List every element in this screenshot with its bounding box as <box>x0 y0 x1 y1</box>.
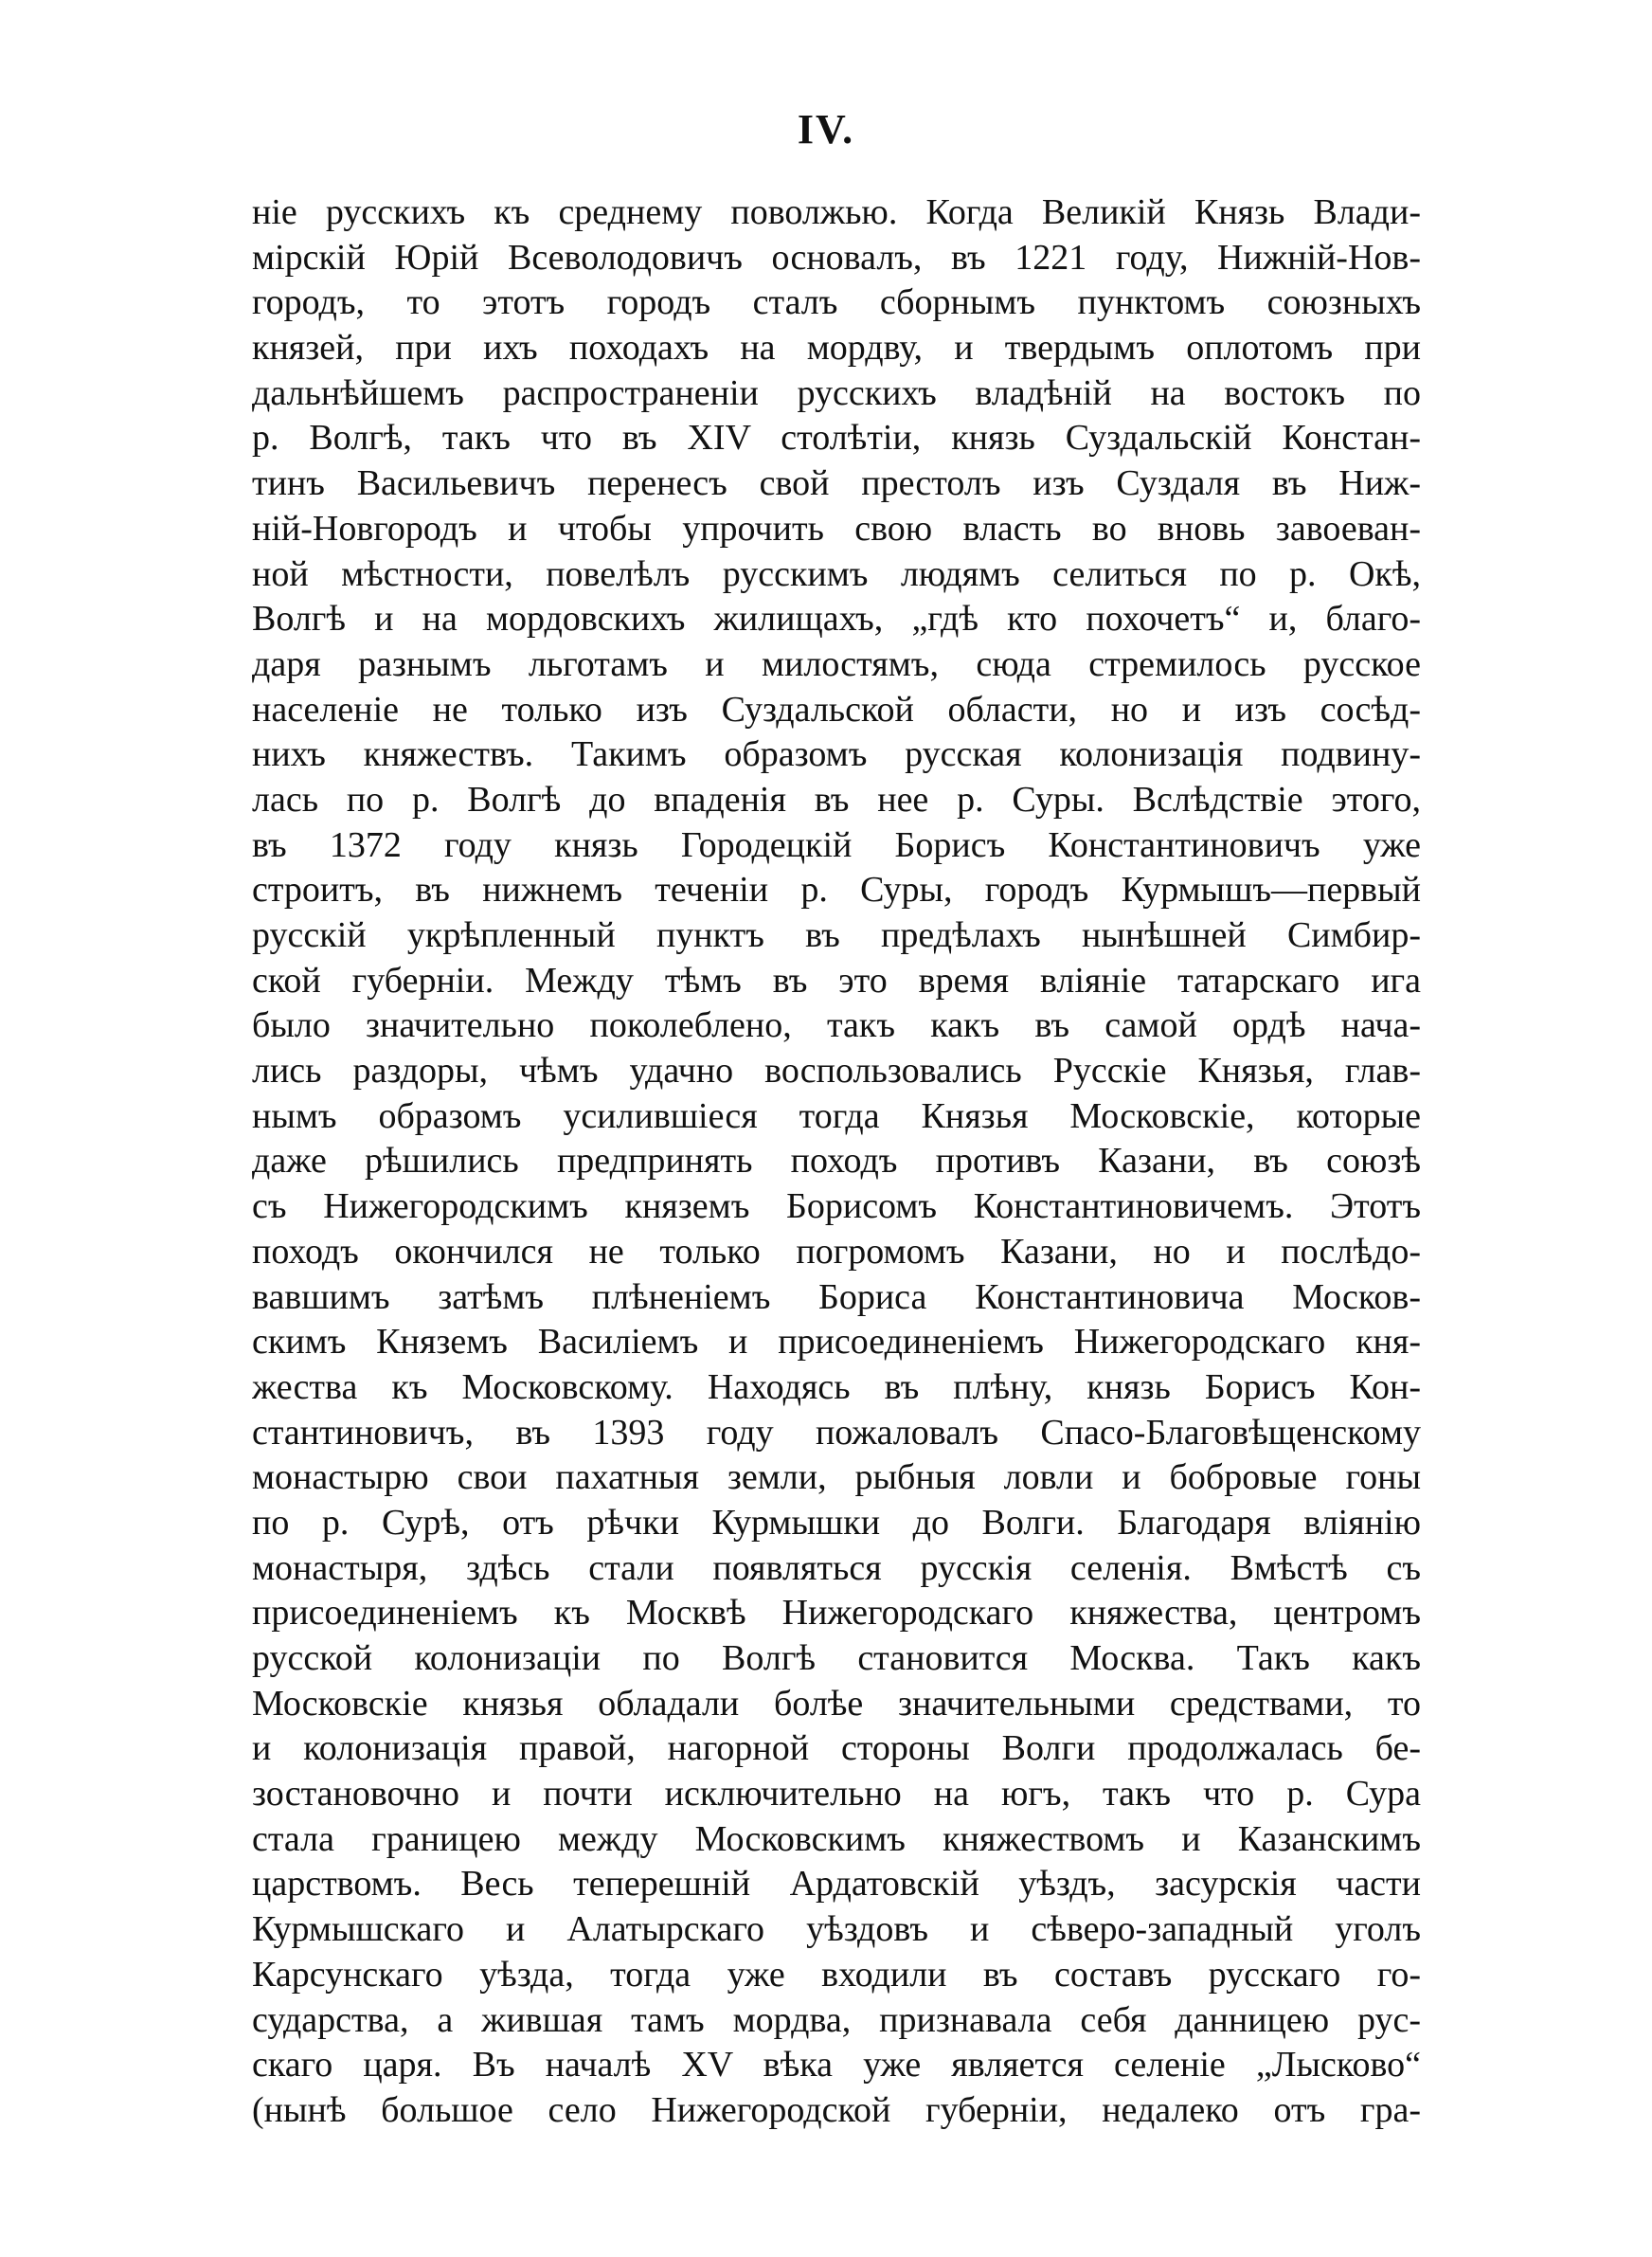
text-line: Московскіе князья обладали болѣе значительными средствами, то <box>252 1683 1421 1724</box>
text-line: и колонизація правой, нагорной стороны Волги продолжалась бе- <box>252 1728 1421 1769</box>
text-line: строитъ, въ нижнемъ теченіи р. Суры, городъ Курмышъ—первый <box>252 870 1421 911</box>
text-line: мірскій Юрій Всеволодовичъ основалъ, въ 1221 году, Нижній-Нов- <box>252 237 1421 278</box>
text-line: Курмышскаго и Алатырскаго уѣздовъ и сѣверо-западный уголъ <box>252 1909 1421 1950</box>
text-line: по р. Сурѣ, отъ рѣчки Курмышки до Волги. Благодаря вліянію <box>252 1502 1421 1543</box>
text-line: русской колонизаціи по Волгѣ становится Москва. Такъ какъ <box>252 1638 1421 1678</box>
text-line: походъ окончился не только погромомъ Казани, но и послѣдо- <box>252 1231 1421 1272</box>
text-line: населеніе не только изъ Суздальской области, но и изъ сосѣд- <box>252 689 1421 730</box>
text-line: жества къ Московскому. Находясь въ плѣну, князь Борисъ Кон- <box>252 1366 1421 1407</box>
text-line: сударства, а жившая тамъ мордва, признавала себя данницею рус- <box>252 1999 1421 2040</box>
page-number: IV. <box>797 106 855 153</box>
text-line: Волгѣ и на мордовскихъ жилищахъ, „гдѣ кто похочетъ“ и, благо- <box>252 599 1421 640</box>
text-line: вавшимъ затѣмъ плѣненіемъ Бориса Константиновича Москов- <box>252 1276 1421 1317</box>
text-line: монастырю свои пахатныя земли, рыбныя ловли и бобровые гоны <box>252 1457 1421 1498</box>
text-line: лась по р. Волгѣ до впаденія въ нее р. Суры. Вслѣдствіе этого, <box>252 779 1421 820</box>
text-line: Карсунскаго уѣзда, тогда уже входили въ составъ русскаго го- <box>252 1954 1421 1995</box>
text-line: ной мѣстности, повелѣлъ русскимъ людямъ селиться по р. Окѣ, <box>252 553 1421 594</box>
text-line: даже рѣшились предпринять походъ противъ Казани, въ союзѣ <box>252 1141 1421 1182</box>
text-line: р. Волгѣ, такъ что въ XIV столѣтіи, князь Суздальскій Констан- <box>252 418 1421 459</box>
text-line: скимъ Княземъ Василіемъ и присоединеніемъ Нижегородскаго кня- <box>252 1322 1421 1363</box>
text-line: ской губерніи. Между тѣмъ въ это время вліяніе татарскаго ига <box>252 960 1421 1001</box>
text-line: ніе русскихъ къ среднему поволжью. Когда Великій Князь Влади- <box>252 192 1421 232</box>
text-line: князей, при ихъ походахъ на мордву, и твердымъ оплотомъ при <box>252 328 1421 369</box>
text-line: стантиновичъ, въ 1393 году пожаловалъ Спасо-Благовѣщенскому <box>252 1412 1421 1453</box>
text-line: нымъ образомъ усилившіеся тогда Князья Московскіе, которые <box>252 1095 1421 1136</box>
text-line: было значительно поколеблено, такъ какъ въ самой ордѣ нача- <box>252 1005 1421 1046</box>
text-line: скаго царя. Въ началѣ XV вѣка уже является селеніе „Лысково“ <box>252 2045 1421 2085</box>
text-line: нихъ княжествъ. Такимъ образомъ русская колонизація подвину- <box>252 734 1421 775</box>
text-line: присоединеніемъ къ Москвѣ Нижегородскаго княжества, центромъ <box>252 1593 1421 1634</box>
text-line: стала границею между Московскимъ княжествомъ и Казанскимъ <box>252 1818 1421 1859</box>
text-line: дальнѣйшемъ распространеніи русскихъ владѣній на востокъ по <box>252 372 1421 413</box>
text-line: царствомъ. Весь теперешній Ардатовскій уѣздъ, засурскія части <box>252 1864 1421 1905</box>
text-line: въ 1372 году князь Городецкій Борисъ Константиновичъ уже <box>252 824 1421 865</box>
text-line: съ Нижегородскимъ княземъ Борисомъ Константиновичемъ. Этотъ <box>252 1186 1421 1227</box>
text-line: даря разнымъ льготамъ и милостямъ, сюда стремилось русское <box>252 643 1421 684</box>
text-line: городъ, то этотъ городъ сталъ сборнымъ пунктомъ союзныхъ <box>252 282 1421 323</box>
body-text <box>252 190 1421 2134</box>
text-line: тинъ Васильевичъ перенесъ свой престолъ изъ Суздаля въ Ниж- <box>252 463 1421 504</box>
text-line: (нынѣ большое село Нижегородской губерніи, недалеко отъ гра- <box>252 2089 1421 2130</box>
text-line: лись раздоры, чѣмъ удачно воспользовались Русскіе Князья, глав- <box>252 1051 1421 1092</box>
text-line: монастыря, здѣсь стали появляться русскія селенія. Вмѣстѣ съ <box>252 1547 1421 1588</box>
text-line: зостановочно и почти исключительно на югъ, такъ что р. Сура <box>252 1774 1421 1815</box>
text-line: русскій укрѣпленный пунктъ въ предѣлахъ нынѣшней Симбир- <box>252 915 1421 955</box>
text-line: ній-Новгородъ и чтобы упрочить свою власть во вновь завоеван- <box>252 508 1421 549</box>
